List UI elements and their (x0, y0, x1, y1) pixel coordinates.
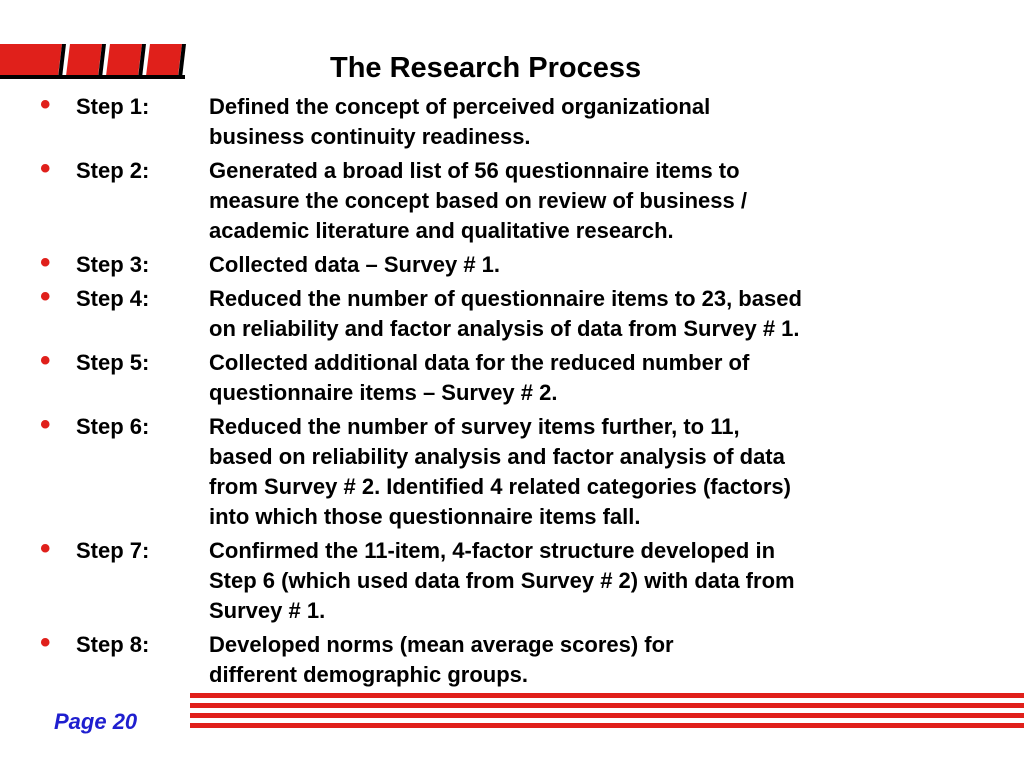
step-line: Survey # 1. (209, 598, 326, 623)
bullet-icon: • (40, 408, 51, 441)
step-line: from Survey # 2. Identified 4 related categories (factors) (209, 474, 791, 499)
bullet-icon: • (40, 344, 51, 377)
step-line: Generated a broad list of 56 questionnaire items to (209, 158, 740, 183)
footer-stripes-icon (190, 693, 1024, 729)
step-line: into which those questionnaire items fall. (209, 504, 641, 529)
step-description (209, 536, 999, 626)
bullet-icon: • (40, 88, 51, 121)
step-line: academic literature and qualitative research. (209, 218, 674, 243)
step-label: Step 3: (76, 252, 150, 277)
step-label: Step 5: (76, 350, 150, 375)
step-line: Collected data – Survey # 1. (209, 252, 501, 277)
step-line: Reduced the number of questionnaire items to 23, based (209, 286, 802, 311)
step-item (0, 344, 1024, 408)
step-label: Step 4: (76, 286, 150, 311)
step-description (209, 156, 999, 246)
step-label: Step 8: (76, 632, 150, 657)
step-line: Reduced the number of survey items further, to 11, (209, 414, 740, 439)
page-number: Page 20 (54, 709, 138, 734)
step-description (209, 412, 999, 532)
step-item (0, 246, 1024, 280)
step-description (209, 250, 999, 280)
step-label: Step 7: (76, 538, 150, 563)
step-item (0, 532, 1024, 626)
step-item (0, 280, 1024, 344)
step-line: questionnaire items – Survey # 2. (209, 380, 558, 405)
step-line: Collected additional data for the reduced number of (209, 350, 750, 375)
step-description (209, 348, 999, 408)
step-label: Step 1: (76, 94, 150, 119)
step-line: business continuity readiness. (209, 124, 531, 149)
step-line: Confirmed the 11-item, 4-factor structure developed in (209, 538, 776, 563)
bullet-icon: • (40, 280, 51, 313)
step-line: different demographic groups. (209, 662, 529, 687)
step-description (209, 630, 999, 690)
step-item (0, 88, 1024, 152)
step-line: Defined the concept of perceived organizational (209, 94, 711, 119)
step-label: Step 6: (76, 414, 150, 439)
step-item (0, 152, 1024, 246)
step-item (0, 626, 1024, 690)
step-line: based on reliability analysis and factor analysis of data (209, 444, 785, 469)
bullet-icon: • (40, 246, 51, 279)
step-item (0, 408, 1024, 532)
step-line: measure the concept based on review of business / (209, 188, 747, 213)
step-description (209, 284, 999, 344)
logo-stripes-icon (0, 40, 190, 82)
bullet-icon: • (40, 532, 51, 565)
step-description (209, 92, 999, 152)
bullet-icon: • (40, 626, 51, 659)
step-line: Developed norms (mean average scores) for (209, 632, 674, 657)
step-line: on reliability and factor analysis of data from Survey # 1. (209, 316, 800, 341)
step-line: Step 6 (which used data from Survey # 2) with data from (209, 568, 795, 593)
steps-list (0, 88, 1024, 694)
bullet-icon: • (40, 152, 51, 185)
slide-title: The Research Process (330, 52, 642, 84)
step-label: Step 2: (76, 158, 150, 183)
